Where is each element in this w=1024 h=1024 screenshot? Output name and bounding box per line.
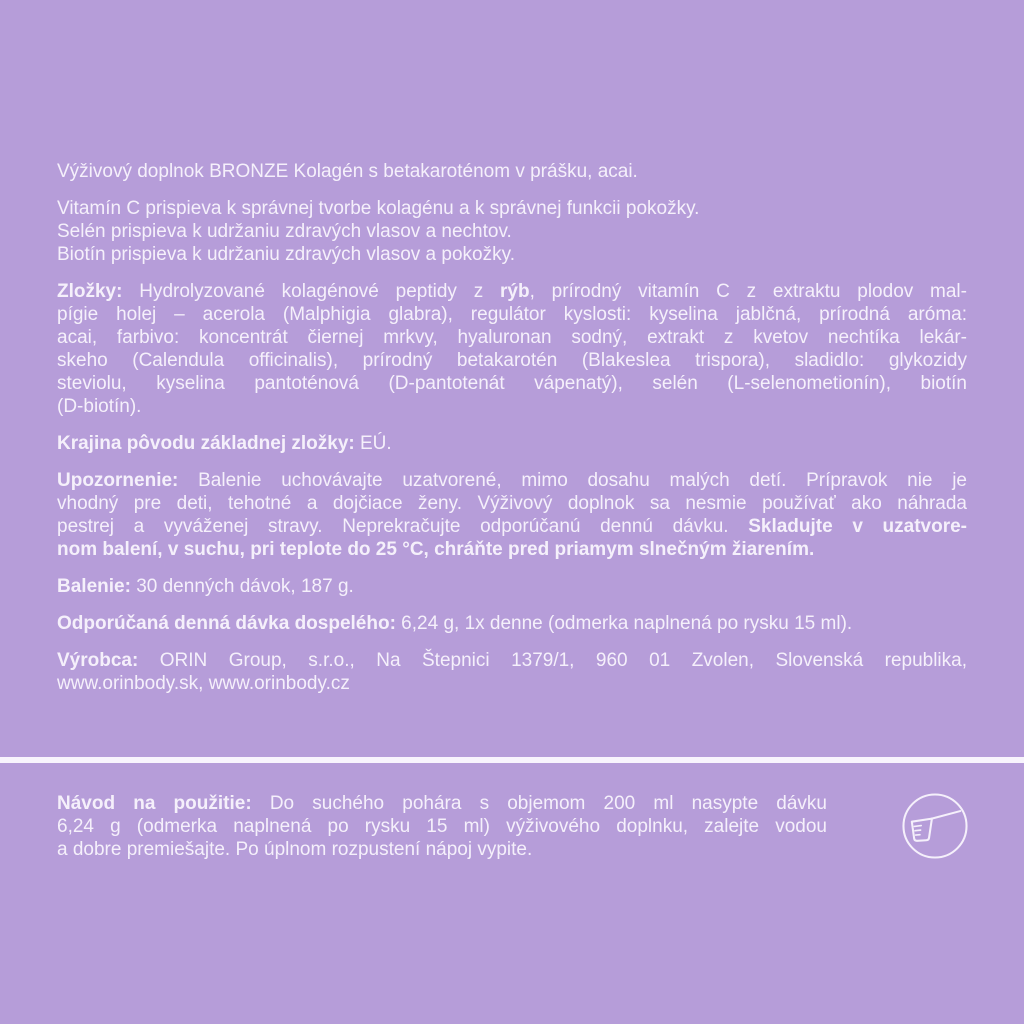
paragraph-dose — [57, 612, 967, 635]
text-line — [57, 815, 827, 838]
text-segment: , prírodný vitamín C z extraktu plodov mal- — [529, 281, 967, 302]
bold-text-segment: Krajina pôvodu základnej zložky: — [57, 433, 355, 454]
text-line — [57, 672, 967, 695]
text-segment: Balenie uchovávajte uzatvorené, mimo dosahu malých detí. Prípravok nie je — [178, 470, 967, 491]
text-segment: 6,24 g, 1x denne (odmerka naplnená po rysku 15 ml). — [395, 613, 853, 634]
text-segment: Výživový doplnok BRONZE Kolagén s betakaroténom v prášku, acai. — [57, 161, 638, 182]
text-segment: 6,24 g (odmerka naplnená po rysku 15 ml) výživového doplnku, zalejte vodou — [57, 816, 827, 837]
measuring-scoop-icon — [901, 792, 969, 860]
paragraph-claims — [57, 197, 967, 266]
paragraph-origin — [57, 432, 967, 455]
text-line — [57, 515, 967, 538]
usage-section — [57, 792, 827, 861]
text-line — [57, 160, 967, 183]
text-line — [57, 326, 967, 349]
text-segment: acai, farbivo: koncentrát čiernej mrkvy, hyaluronan sodný, extrakt z kvetov nechtíka lekár- — [57, 327, 967, 348]
bold-text-segment: Zložky: — [57, 281, 123, 302]
bold-text-segment: rýb — [499, 281, 530, 302]
bold-text-segment: Balenie: — [57, 576, 131, 597]
text-segment: skeho (Calendula officinalis), prírodný betakarotén (Blakeslea trispora), sladidlo: glykozidy — [57, 350, 967, 371]
text-segment: www.orinbody.sk, www.orinbody.cz — [57, 673, 350, 694]
text-segment: (D-biotín). — [57, 396, 142, 417]
text-segment: pestrej a vyváženej stravy. Neprekračujte odporúčanú dennú dávku. — [57, 516, 749, 537]
text-line — [57, 792, 827, 815]
text-segment: vhodný pre deti, tehotné a dojčiace ženy. Výživový doplnok sa nesmie používať ako náhrada — [57, 493, 967, 514]
bold-text-segment: Návod na použitie: — [57, 793, 252, 814]
text-segment: pígie holej – acerola (Malphigia glabra), regulátor kyslosti: kyselina jablčná, prírodná aróma: — [57, 304, 967, 325]
text-segment: a dobre premiešajte. Po úplnom rozpustení nápoj vypite. — [57, 839, 533, 860]
bold-text-segment: Upozornenie: — [57, 470, 179, 491]
text-segment: Do suchého pohára s objemom 200 ml nasypte dávku — [251, 793, 827, 814]
text-line — [57, 280, 967, 303]
text-segment: steviolu, kyselina pantoténová (D-pantotenát vápenatý), selén (L-selenometionín), biotín — [57, 373, 967, 394]
bold-text-segment: nom balení, v suchu, pri teplote do 25 °C, chráňte pred priamym slnečným žiarením. — [57, 539, 815, 560]
paragraph-warning — [57, 469, 967, 561]
text-segment: EÚ. — [354, 433, 392, 454]
text-line — [57, 575, 967, 598]
text-line — [57, 492, 967, 515]
text-segment: Selén prispieva k udržaniu zdravých vlasov a nechtov. — [57, 221, 512, 242]
paragraph-manufacturer — [57, 649, 967, 695]
text-line — [57, 220, 967, 243]
section-divider — [0, 757, 1024, 763]
text-line — [57, 469, 967, 492]
label-body — [57, 160, 967, 695]
bold-text-segment: Výrobca: — [57, 650, 139, 671]
text-line — [57, 395, 967, 418]
paragraph-intro — [57, 160, 967, 183]
text-line — [57, 649, 967, 672]
text-line — [57, 838, 827, 861]
text-segment: Biotín prispieva k udržaniu zdravých vlasov a pokožky. — [57, 244, 515, 265]
text-line — [57, 612, 967, 635]
bold-text-segment: Skladujte v uzatvore- — [748, 516, 967, 537]
paragraph-instructions — [57, 792, 827, 861]
paragraph-ingredients — [57, 280, 967, 418]
text-line — [57, 303, 967, 326]
text-segment: Vitamín C prispieva k správnej tvorbe kolagénu a k správnej funkcii pokožky. — [57, 198, 700, 219]
text-line — [57, 197, 967, 220]
text-line — [57, 432, 967, 455]
bold-text-segment: Odporúčaná denná dávka dospelého: — [57, 613, 396, 634]
text-line — [57, 349, 967, 372]
paragraph-package — [57, 575, 967, 598]
text-line — [57, 243, 967, 266]
text-segment: ORIN Group, s.r.o., Na Štepnici 1379/1, 960 01 Zvolen, Slovenská republika, — [138, 650, 967, 671]
text-segment: 30 denných dávok, 187 g. — [130, 576, 354, 597]
text-segment: Hydrolyzované kolagénové peptidy z — [122, 281, 500, 302]
text-line — [57, 372, 967, 395]
text-line — [57, 538, 967, 561]
